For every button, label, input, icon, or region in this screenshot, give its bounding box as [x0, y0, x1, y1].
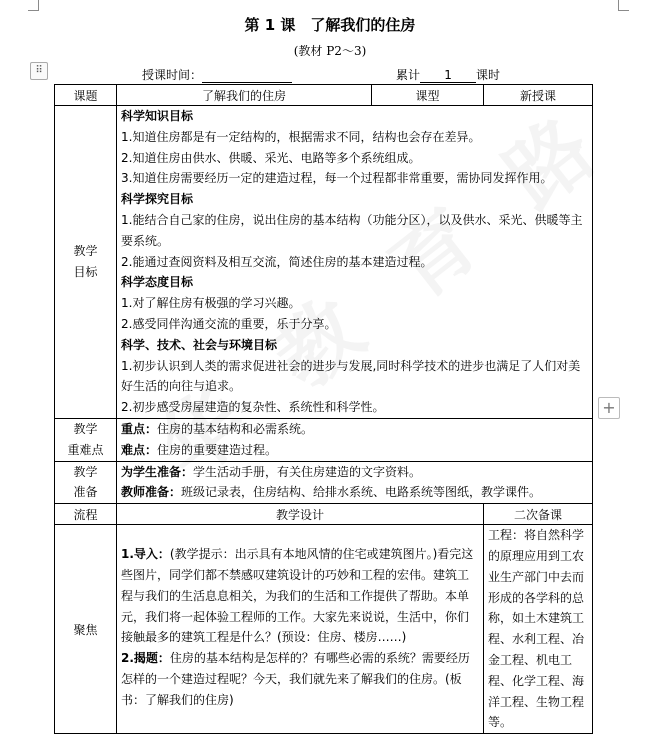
difficult-point-text: 住房的重要建造过程。 — [157, 442, 278, 457]
sts-goal-item: 2.初步感受房屋建造的复杂性、系统性和科学性。 — [121, 400, 385, 415]
intro-label: 1.导入： — [121, 547, 170, 562]
design-header: 教学设计 — [117, 504, 484, 525]
goals-content[interactable] — [117, 106, 593, 419]
reveal-label: 2.揭题： — [121, 651, 170, 666]
key-points-content[interactable] — [117, 418, 593, 461]
cumulative-unit: 课时 — [476, 68, 501, 82]
attitude-goal-item: 1.对了解住房有极强的学习兴趣。 — [121, 296, 301, 311]
design-header-row — [55, 504, 593, 525]
lesson-title: 第 1 课 了解我们的住房 — [244, 16, 416, 34]
table-move-handle-icon[interactable]: ⠿ — [30, 62, 48, 80]
inquiry-goal-heading: 科学探究目标 — [121, 192, 194, 207]
secondary-prep-text: 工程：将自然科学的原理应用到工农业生产部门中去而形成的各学科的总称，如土木建筑工程、水利工程、冶金工程、机电工程、化学工程、海洋工程、生物工程等。 — [488, 528, 585, 730]
prep-content[interactable] — [117, 461, 593, 504]
topic-value[interactable]: 了解我们的住房 — [117, 85, 372, 106]
intro-text: (教学提示：出示具有本地风情的住宅或建筑图片。)看完这些图片，同学们都不禁感叹建筑设计的巧妙和工程的宏伟。建筑工程与我们的生活息息相关，为我们的生活和工作提供了帮助。本单元，我们将一起体验工程师的工作。大家先来说说，生活中，你们接触最多的建筑工程是什么？(预设：住房、楼房……) — [121, 547, 474, 645]
knowledge-goal-item: 1.知道住房都是有一定结构的，根据需求不同，结构也会存在差异。 — [121, 129, 481, 144]
type-label: 课型 — [372, 85, 484, 106]
cumulative-value[interactable]: 1 — [420, 68, 476, 83]
type-value[interactable]: 新授课 — [484, 85, 593, 106]
topic-row — [55, 85, 593, 106]
knowledge-goal-item: 2.知道住房由供水、供暖、采光、电路等多个系统组成。 — [121, 150, 421, 165]
secondary-prep-content[interactable] — [484, 525, 593, 734]
teaching-time-label: 授课时间： — [142, 68, 203, 82]
focus-design-content[interactable] — [117, 525, 484, 734]
key-points-row — [55, 418, 593, 461]
prep-label: 教学 准备 — [55, 461, 117, 504]
focus-row — [55, 525, 593, 734]
page-corner-mark — [28, 0, 39, 11]
knowledge-goal-item: 3.知道住房需要经历一定的建造过程，每一个过程都非常重要，需协同发挥作用。 — [121, 171, 553, 186]
secondary-header: 二次备课 — [484, 504, 593, 525]
inquiry-goal-item: 2.能通过查阅资料及相互交流，简述住房的基本建造过程。 — [121, 254, 433, 269]
sts-goal-heading: 科学、技术、社会与环境目标 — [121, 337, 278, 352]
topic-label: 课题 — [55, 85, 117, 106]
reveal-text: 住房的基本结构是怎样的？有哪些必需的系统？需要经历怎样的一个建造过程呢？今天，我们就先来了解我们的住房。(板书：了解我们的住房) — [121, 651, 470, 707]
teacher-prep-label: 教师准备： — [121, 485, 182, 500]
knowledge-goal-heading: 科学知识目标 — [121, 109, 194, 123]
focus-label: 聚焦 — [55, 525, 117, 734]
page-corner-mark — [618, 0, 629, 11]
teacher-prep-text: 班级记录表，住房结构、给排水系统、电路系统等图纸，教学课件。 — [181, 485, 542, 500]
goals-row — [55, 106, 593, 419]
add-row-button[interactable]: + — [598, 397, 620, 419]
student-prep-text: 学生活动手册，有关住房建造的文字资料。 — [193, 464, 422, 479]
attitude-goal-item: 2.感受同伴沟通交流的重要，乐于分享。 — [121, 316, 337, 331]
teaching-time-value[interactable] — [202, 68, 292, 83]
inquiry-goal-item: 1.能结合自己家的住房，说出住房的基本结构（功能分区），以及供水、采光、供暖等主要系统。 — [121, 212, 583, 248]
key-point-text: 住房的基本结构和必需系统。 — [157, 421, 314, 436]
lesson-plan-table — [54, 84, 593, 734]
cumulative-label: 累计 — [396, 68, 421, 82]
attitude-goal-heading: 科学态度目标 — [121, 275, 194, 290]
key-points-label: 教学 重难点 — [55, 418, 117, 461]
cumulative-hours-field — [396, 66, 500, 83]
prep-row — [55, 461, 593, 504]
flow-header: 流程 — [55, 504, 117, 525]
student-prep-label: 为学生准备： — [121, 464, 194, 479]
key-point-label: 重点： — [121, 421, 158, 436]
goals-label: 教学 目标 — [55, 106, 117, 419]
teaching-time-field — [142, 66, 292, 83]
difficult-point-label: 难点： — [121, 442, 158, 457]
sts-goal-item: 1.初步认识到人类的需求促进社会的进步与发展,同时科学技术的进步也满足了人们对美好生活的向往与追求。 — [121, 358, 581, 394]
textbook-pages: (教材 P2～3) — [293, 44, 367, 58]
